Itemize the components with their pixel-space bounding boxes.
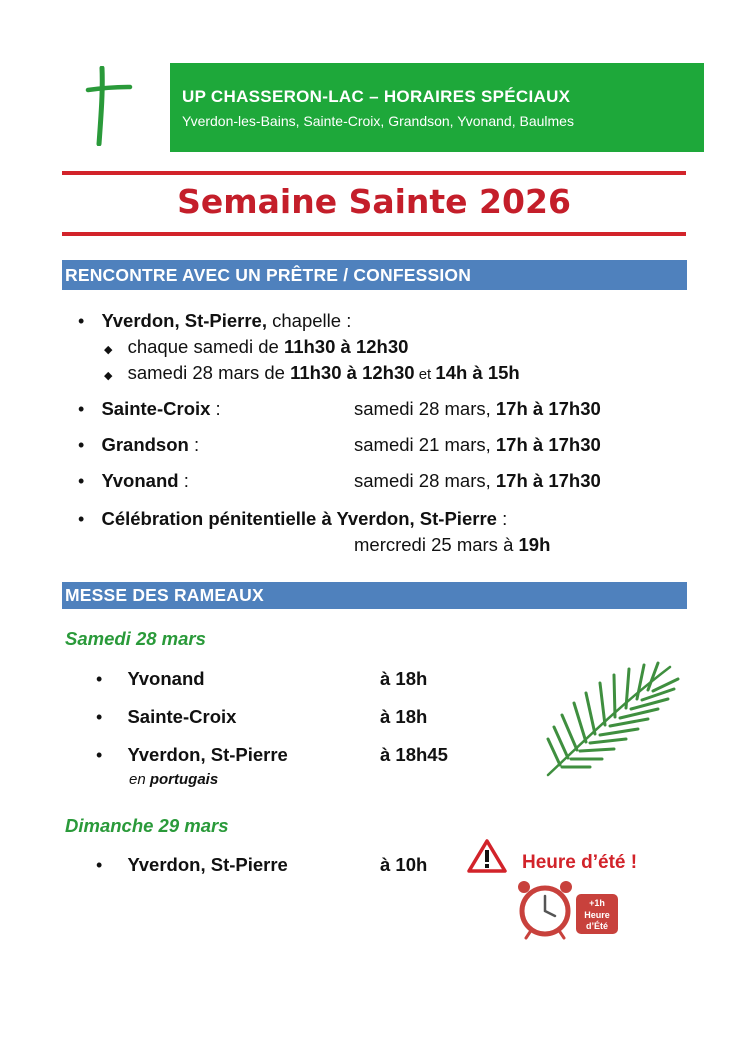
list-item xyxy=(78,470,189,492)
schedule-date: samedi 21 mars, xyxy=(354,434,496,455)
bullet: • xyxy=(96,745,103,765)
bullet: • xyxy=(78,399,85,419)
separator: : xyxy=(178,470,189,491)
sub-list-item xyxy=(104,336,408,358)
header-title: UP CHASSERON-LAC – HORAIRES SPÉCIAUX xyxy=(182,87,571,106)
schedule xyxy=(354,398,601,420)
summer-time-warning: Heure d’été ! xyxy=(522,852,638,873)
note-language: portugais xyxy=(149,771,219,788)
separator: : xyxy=(188,434,200,455)
schedule-time: 17h à 17h30 xyxy=(495,398,601,419)
sub-bullet: ◆ xyxy=(104,344,113,356)
separator: : xyxy=(496,508,508,529)
section-heading-rameaux: MESSE DES RAMEAUX xyxy=(62,582,687,609)
bullet: • xyxy=(96,707,103,727)
list-item xyxy=(78,310,351,332)
place-name: Grandson xyxy=(101,434,189,455)
sub-list-item xyxy=(104,362,520,384)
mass-time: à 10h xyxy=(380,854,428,875)
schedule-date: samedi 28 mars, xyxy=(354,398,496,419)
schedule xyxy=(354,434,601,456)
place-name: Yverdon, St-Pierre, xyxy=(101,310,267,331)
header-subtitle: Yverdon-les-Bains, Sainte-Croix, Grandson, Yvonand, Baulmes xyxy=(182,113,574,129)
bullet: • xyxy=(96,855,103,875)
bullet: • xyxy=(78,435,85,455)
clock-badge-word2: d’Été xyxy=(585,921,609,931)
place-name: Sainte-Croix xyxy=(127,706,237,727)
bullet: • xyxy=(78,471,85,491)
mass-time: à 18h xyxy=(380,668,428,689)
page-title: Semaine Sainte 2026 xyxy=(177,182,571,221)
list-item xyxy=(96,854,288,876)
cross-icon xyxy=(84,66,134,146)
warning-icon xyxy=(466,838,508,874)
separator: : xyxy=(210,398,221,419)
schedule-time: 19h xyxy=(518,534,551,555)
palm-leaf-icon xyxy=(540,655,680,780)
schedule-text: samedi 28 mars de xyxy=(127,362,291,383)
list-item xyxy=(78,398,221,420)
top-divider xyxy=(62,171,686,175)
day-heading: Samedi 28 mars xyxy=(65,628,206,649)
mass-time: à 18h45 xyxy=(380,744,448,765)
mass-time: à 18h xyxy=(380,706,428,727)
sub-bullet: ◆ xyxy=(104,370,113,382)
day-heading: Dimanche 29 mars xyxy=(65,815,229,836)
schedule-time: 14h à 15h xyxy=(435,362,520,383)
place-name: Yvonand xyxy=(127,668,205,689)
list-item xyxy=(96,706,236,728)
clock-badge-word1: Heure xyxy=(584,910,610,920)
section-heading-confession: RENCONTRE AVEC UN PRÊTRE / CONFESSION xyxy=(62,260,687,290)
schedule-time: 11h30 à 12h30 xyxy=(283,336,409,357)
clock-badge-plus: +1h xyxy=(589,898,605,908)
list-item xyxy=(78,434,199,456)
place-name: Sainte-Croix xyxy=(101,398,211,419)
schedule xyxy=(354,534,550,556)
schedule xyxy=(354,470,601,492)
schedule-text: chaque samedi de xyxy=(127,336,284,357)
and-text: et xyxy=(414,366,436,383)
list-item xyxy=(96,744,288,766)
place-name: Yverdon, St-Pierre xyxy=(127,854,288,875)
list-item xyxy=(78,508,507,530)
language-note xyxy=(129,771,218,788)
bullet: • xyxy=(78,311,85,331)
schedule-time: 11h30 à 12h30 xyxy=(290,362,415,383)
schedule-time: 17h à 17h30 xyxy=(495,470,601,491)
schedule-date: mercredi 25 mars à xyxy=(354,534,519,555)
place-name: Yvonand xyxy=(101,470,179,491)
schedule-date: samedi 28 mars, xyxy=(354,470,496,491)
note-prefix: en xyxy=(129,771,150,788)
schedule-time: 17h à 17h30 xyxy=(495,434,601,455)
place-suffix: chapelle : xyxy=(267,310,352,331)
bottom-divider xyxy=(62,232,686,236)
alarm-clock-icon xyxy=(516,878,620,940)
bullet: • xyxy=(78,509,85,529)
celebration-label: Célébration pénitentielle à Yverdon, St-Pierre xyxy=(101,508,497,529)
header-banner xyxy=(170,63,704,152)
list-item xyxy=(96,668,205,690)
bullet: • xyxy=(96,669,103,689)
place-name: Yverdon, St-Pierre xyxy=(127,744,288,765)
